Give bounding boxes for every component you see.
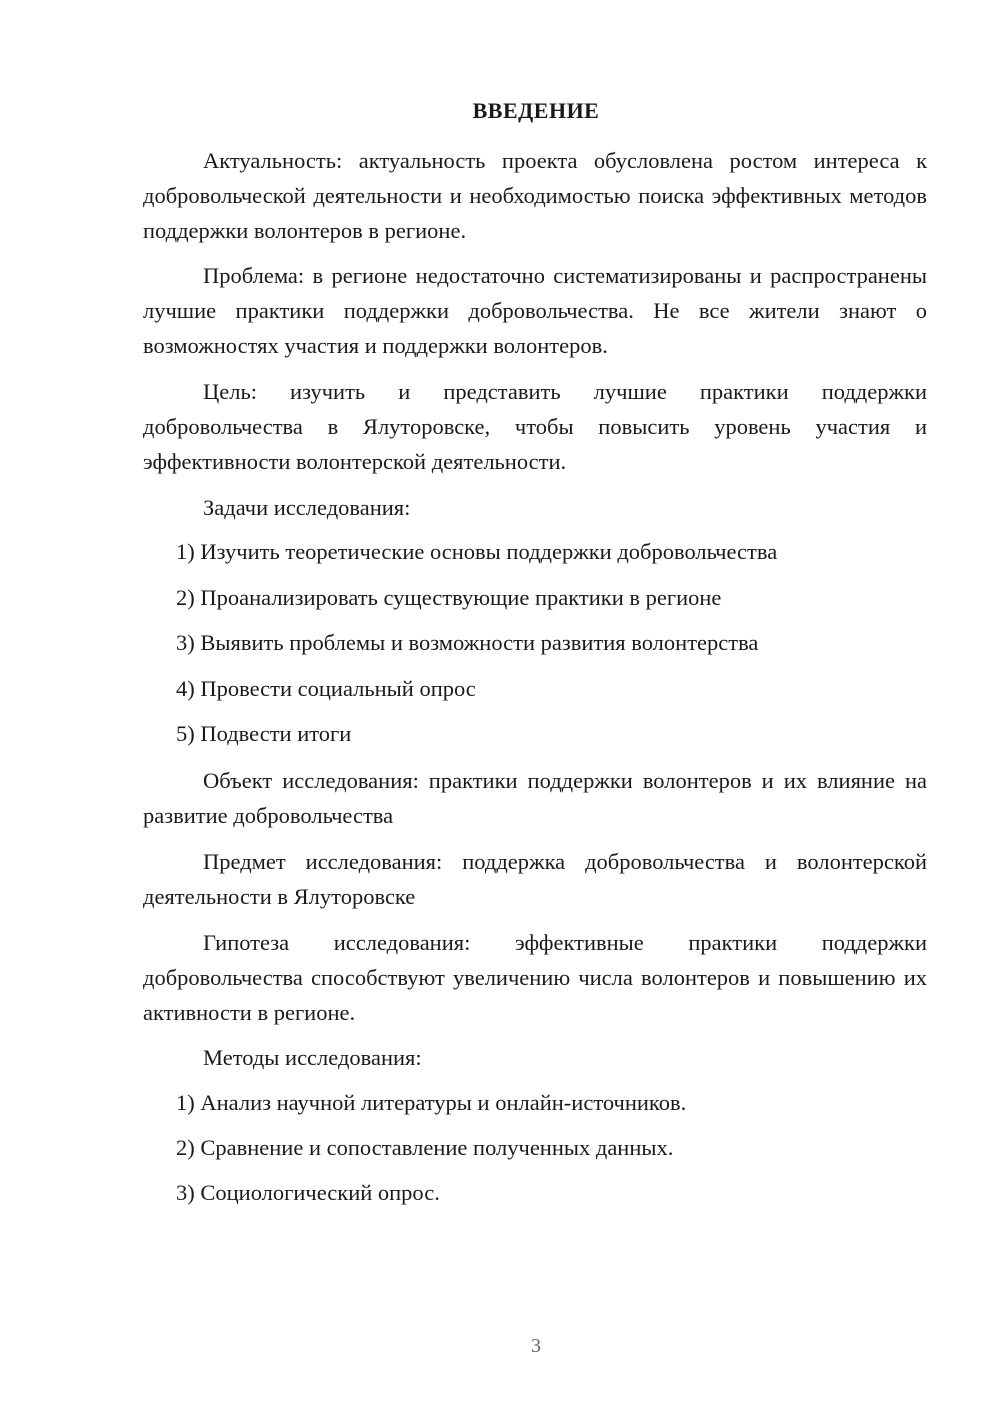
task-item: 5) Подвести итоги [176, 721, 352, 746]
task-item: 4) Провести социальный опрос [176, 676, 476, 701]
task-item: 1) Изучить теоретические основы поддержки добровольчества [176, 539, 778, 564]
relevance-paragraph: Актуальность: актуальность проекта обусловлена ростом интереса к добровольческой деятельности и необходимостью поиска эффективных методов поддержки волонтеров в регионе. [143, 148, 927, 243]
goal-paragraph: Цель: изучить и представить лучшие практики поддержки добровольчества в Ялуторовске, чтобы повысить уровень участия и эффективности волонтерской деятельности. [143, 379, 927, 474]
method-item: 1) Анализ научной литературы и онлайн-источников. [176, 1090, 687, 1115]
page-title: ВВЕДЕНИЕ [472, 98, 600, 123]
object-paragraph: Объект исследования: практики поддержки волонтеров и их влияние на развитие добровольчества [143, 768, 927, 828]
tasks-title: Задачи исследования: [203, 495, 411, 520]
hypothesis-paragraph: Гипотеза исследования: эффективные практики поддержки добровольчества способствуют увеличению числа волонтеров и повышению их активности в регионе. [143, 930, 927, 1025]
method-item: 2) Сравнение и сопоставление полученных данных. [176, 1135, 674, 1160]
task-item: 3) Выявить проблемы и возможности развития волонтерства [176, 630, 759, 655]
page-number: 3 [531, 1335, 541, 1357]
method-item: 3) Социологический опрос. [176, 1180, 440, 1205]
methods-title: Методы исследования: [203, 1045, 422, 1070]
task-item: 2) Проанализировать существующие практики в регионе [176, 585, 722, 610]
problem-paragraph: Проблема: в регионе недостаточно систематизированы и распространены лучшие практики поддержки добровольчества. Не все жители знают о возможностях участия и поддержки волонтеров. [143, 263, 927, 358]
subject-paragraph: Предмет исследования: поддержка добровольчества и волонтерской деятельности в Ялуторовске [143, 849, 927, 909]
